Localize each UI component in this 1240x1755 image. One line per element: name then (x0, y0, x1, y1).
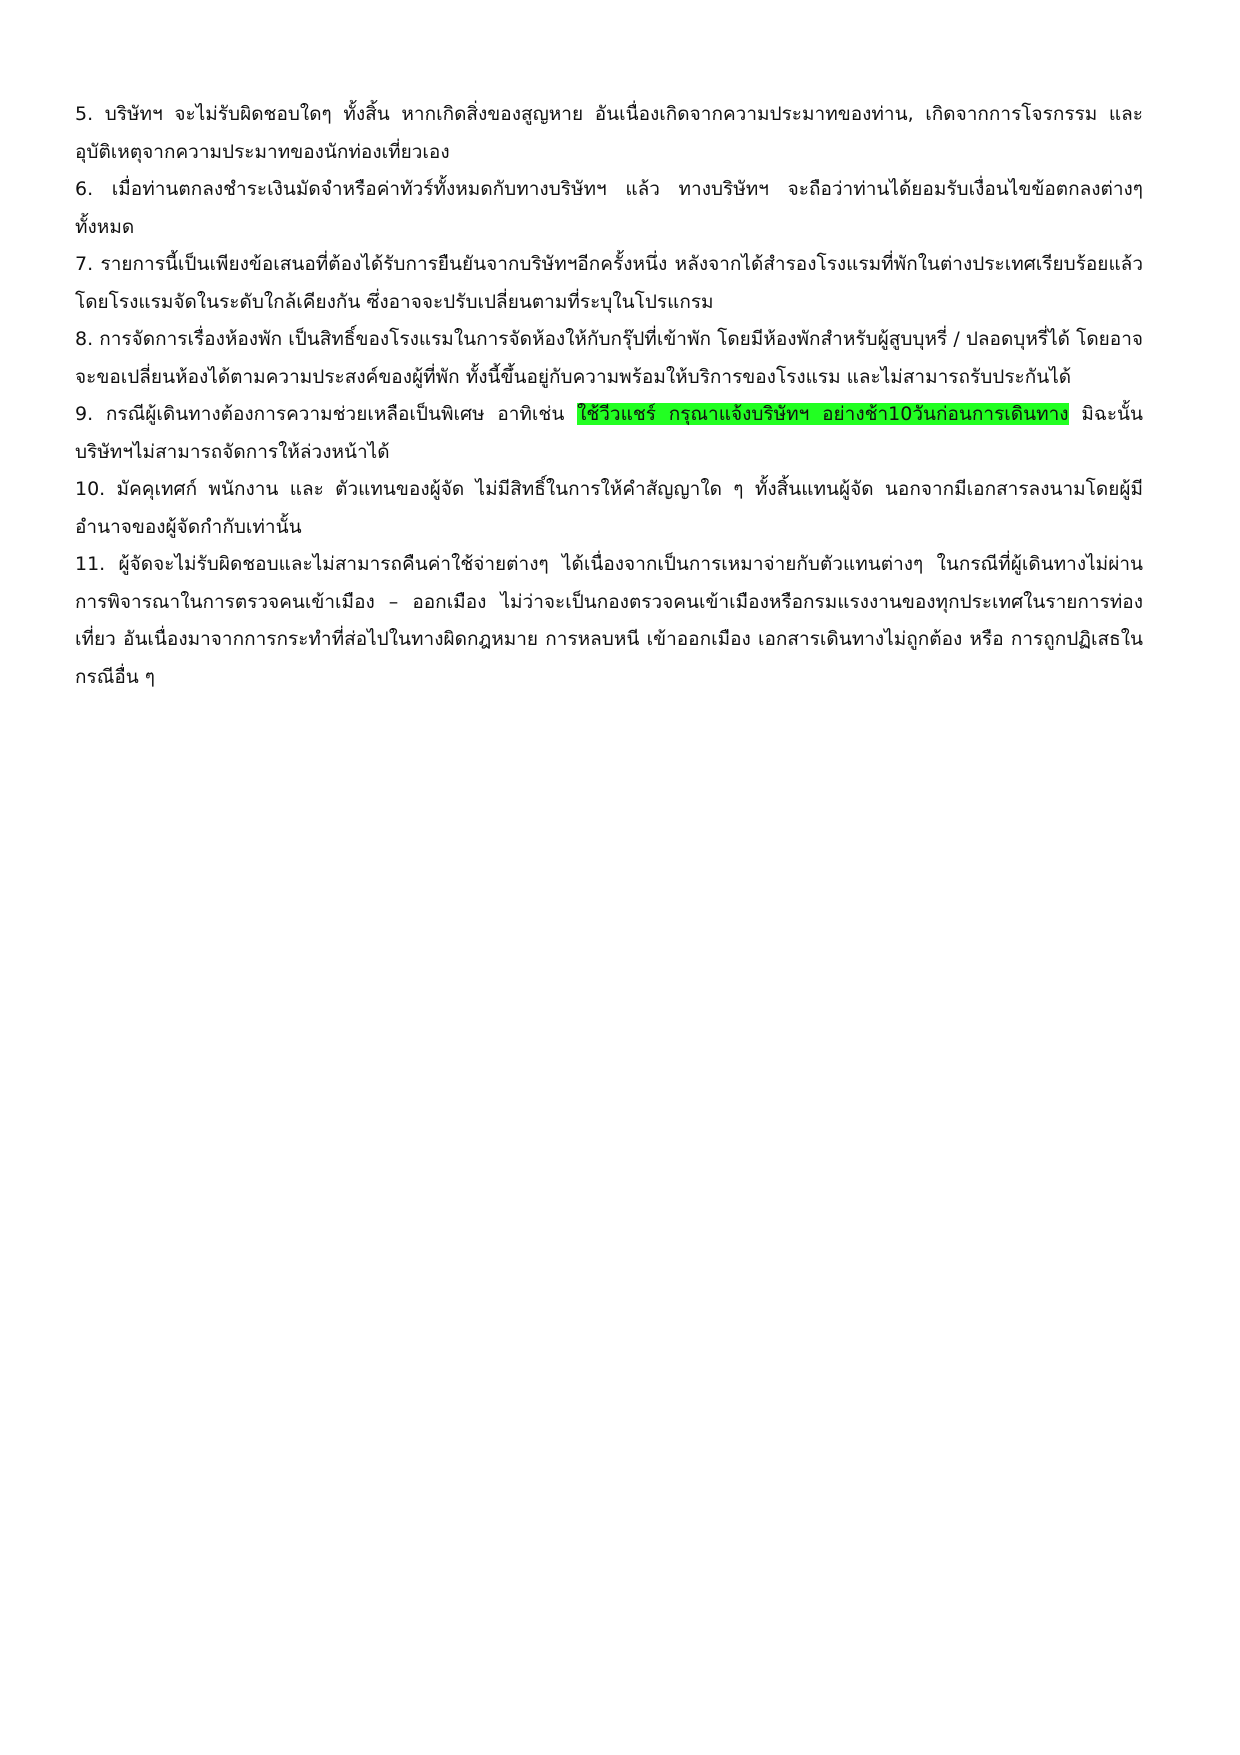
condition-item-8 (75, 321, 1143, 396)
condition-item-9 (75, 396, 1143, 471)
condition-text: 10. มัคคุเทศก์ พนักงาน และ ตัวแทนของผู้จัด ไม่มีสิทธิ์ในการให้คำสัญญาใด ๆ ทั้งสิ้นแทนผู้จัด นอกจากมีเอกสารลงนามโดยผู้มีอำนาจของผู้จัดกำกับเท่านั้น (75, 478, 1143, 538)
condition-text: 8. การจัดการเรื่องห้องพัก เป็นสิทธิ์ของโรงแรมในการจัดห้องให้กับกรุ๊ปที่เข้าพัก โดยมีห้องพักสำหรับผู้สูบบุหรี่ / ปลอดบุหรี่ได้ โดยอาจจะขอเปลี่ยนห้องได้ตามความประสงค์ของผู้ที่พัก ทั้งนี้ขึ้นอยู่กับความพร้อมให้บริการของโรงแรม และไม่สามารถรับประกันได้ (75, 328, 1143, 388)
condition-item-7 (75, 246, 1143, 321)
condition-text: 7. รายการนี้เป็นเพียงข้อเสนอที่ต้องได้รับการยืนยันจากบริษัทฯอีกครั้งหนึ่ง หลังจากได้สำรองโรงแรมที่พักในต่างประเทศเรียบร้อยแล้ว โดยโรงแรมจัดในระดับใกล้เคียงกัน ซึ่งอาจจะปรับเปลี่ยนตามที่ระบุในโปรแกรม (75, 253, 1143, 313)
condition-item-11 (75, 546, 1143, 696)
condition-item-6 (75, 171, 1143, 246)
condition-item-10 (75, 471, 1143, 546)
condition-text-after: มิฉะนั้น บริษัทฯไม่สามารถจัดการให้ล่วงหน้าได้ (75, 403, 1144, 463)
condition-item-5 (75, 96, 1143, 171)
highlighted-text: ใช้วีวแชร์ กรุณาแจ้งบริษัทฯ อย่างช้า10วันก่อนการเดินทาง (577, 403, 1069, 425)
condition-text-before: 9. กรณีผู้เดินทางต้องการความช่วยเหลือเป็นพิเศษ อาทิเช่น (75, 403, 578, 425)
condition-text: 6. เมื่อท่านตกลงชำระเงินมัดจำหรือค่าทัวร์ทั้งหมดกับทางบริษัทฯ แล้ว ทางบริษัทฯ จะถือว่าท่านได้ยอมรับเงื่อนไขข้อตกลงต่างๆ ทั้งหมด (75, 178, 1143, 238)
condition-text: 11. ผู้จัดจะไม่รับผิดชอบและไม่สามารถคืนค่าใช้จ่ายต่างๆ ได้เนื่องจากเป็นการเหมาจ่ายกับตัวแทนต่างๆ ในกรณีที่ผู้เดินทางไม่ผ่านการพิจารณาในการตรวจคนเข้าเมือง – ออกเมือง ไม่ว่าจะเป็นกองตรวจคนเข้าเมืองหรือกรมแรงงานของทุกประเทศในรายการท่องเที่ยว อันเนื่องมาจากการกระทำที่ส่อไปในทางผิดกฎหมาย การหลบหนี เข้าออกเมือง เอกสารเดินทางไม่ถูกต้อง หรือ การถูกปฏิเสธในกรณีอื่น ๆ (75, 553, 1143, 688)
condition-text: 5. บริษัทฯ จะไม่รับผิดชอบใดๆ ทั้งสิ้น หากเกิดสิ่งของสูญหาย อันเนื่องเกิดจากความประมาทของท่าน, เกิดจากการโจรกรรม และ อุบัติเหตุจากความประมาทของนักท่องเที่ยวเอง (75, 103, 1143, 163)
document-body (75, 96, 1143, 696)
